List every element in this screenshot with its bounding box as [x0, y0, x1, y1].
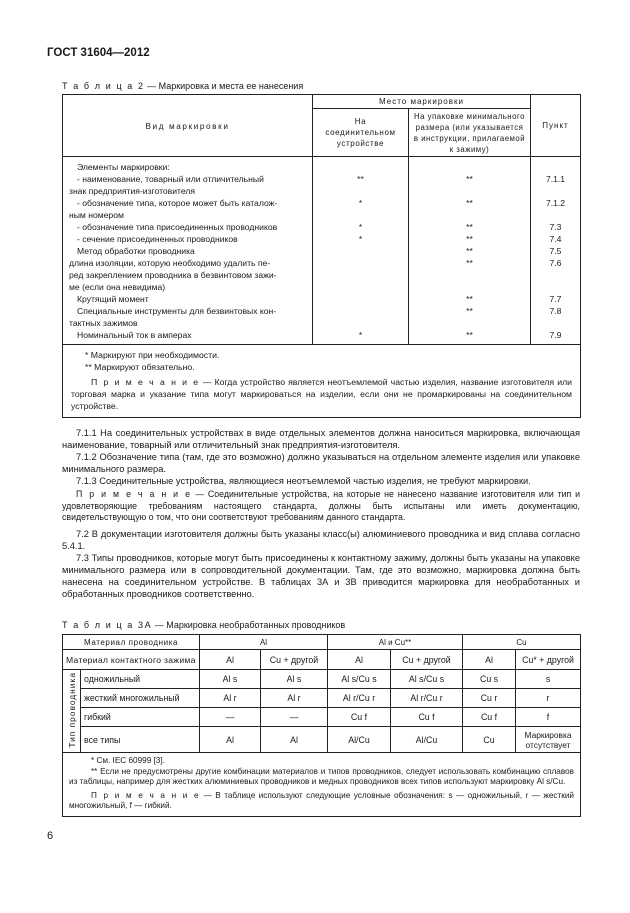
table3a-cell: Cu r: [463, 689, 516, 708]
paragraph-7-3: 7.3 Типы проводников, которые могут быть присоединены к контактному зажиму, должны быть указаны на упаковке минимального размера или в сопроводительной документации. Там, где это возможно, маркировка должна быть нанесена на соединительном устройстве. В таблицах 3А и 3В приводится маркировка для необработанных и обработанных проводников соответственно.: [62, 552, 580, 599]
table3a-cell: s: [516, 670, 581, 689]
table3a-cell: f: [516, 708, 581, 727]
table2-clause-value: 7.6: [549, 258, 562, 268]
table3a-cell: Al r/Cu r: [391, 689, 463, 708]
table2-pack-mark: **: [466, 174, 473, 184]
table2-pack-mark: [409, 209, 530, 221]
table2-kind-line: - наименование, товарный или отличительный: [77, 174, 264, 184]
table3a-cell: Al s: [200, 670, 261, 689]
table2-pack-mark: **: [466, 198, 473, 208]
table2-device-mark: [313, 281, 408, 293]
table2-clause-value: 7.7: [549, 294, 562, 304]
table2-clause-value: 7.8: [549, 306, 562, 316]
table2-device-mark: [313, 257, 408, 269]
table2-kind-line: Специальные инструменты для безвинтовых кон-: [77, 306, 277, 316]
paragraph-7-1-1: 7.1.1 На соединительных устройствах в виде отдельных элементов должна наноситься маркировка, включающая наименование, товарный или отличительный знак предприятия-изготовителя.: [62, 428, 580, 450]
table3a-clamp-cell: Al: [328, 650, 391, 670]
table2-col-clause: Пункт: [531, 95, 581, 157]
table3a: [62, 634, 581, 817]
table3a-clamp-cell: Cu + другой: [391, 650, 463, 670]
table2-kind-line: Номинальный ток в амперах: [77, 330, 192, 340]
table2-device-mark: [313, 305, 408, 317]
table2-col-kind: Вид маркировки: [145, 121, 230, 131]
table3a-cell: r: [516, 689, 581, 708]
table2-device-mark: [313, 317, 408, 329]
table2-device-mark: *: [358, 198, 363, 208]
table2-col-place: Место маркировки: [313, 95, 531, 109]
table3a-group-alcu: Al и Cu**: [328, 635, 463, 650]
table2-pack-mark: [409, 269, 530, 281]
table3a-cell: Cu s: [463, 670, 516, 689]
table2-pack-mark: [409, 161, 530, 173]
table2-clause-value: 7.9: [549, 330, 562, 340]
table2-pack-mark: **: [466, 258, 473, 268]
table2-clause-value: [531, 281, 580, 293]
table3a-caption-prefix: Т а б л и ц а 3А: [62, 620, 153, 630]
table2-clause-value: [531, 269, 580, 281]
table2-clause-value: 7.4: [549, 234, 562, 244]
table2-device-mark: [313, 161, 408, 173]
table2-pack-mark: **: [466, 294, 473, 304]
table2-kind-cell: [63, 157, 313, 345]
table2-pack-mark: **: [466, 306, 473, 316]
table2-kind-line: Элементы маркировки:: [77, 162, 170, 172]
table2-kind-line: ным номером: [69, 210, 124, 220]
table3a-cell: Al r: [200, 689, 261, 708]
table2-clause-value: [531, 185, 580, 197]
table3a-caption: [62, 620, 345, 630]
table2-device-cell: [313, 157, 409, 345]
table2-kind-line: Крутящий момент: [77, 294, 149, 304]
table3a-clamp-cell: Cu* + другой: [516, 650, 581, 670]
table2-device-mark: [313, 269, 408, 281]
table2-note-label: П р и м е ч а н и е: [91, 377, 200, 387]
paragraph-7-1-2: 7.1.2 Обозначение типа (там, где это возможно) должно указываться на отдельном элементе изделия или упаковке минимального размера.: [62, 452, 580, 474]
table2-caption: [62, 81, 303, 91]
table2-caption-text: — Маркировка и места ее нанесения: [144, 81, 304, 91]
table2-col-device: На соединительном устройстве: [313, 109, 409, 157]
table2-pack-mark: **: [466, 246, 473, 256]
table3a-side-cell: [63, 670, 81, 753]
table2-kind-line: ме (если она невидима): [69, 282, 166, 292]
table2-device-mark: *: [358, 222, 363, 232]
table2-pack-mark: [409, 185, 530, 197]
paragraph-7-1-3: 7.1.3 Соединительные устройства, являющиеся неотъемлемой частью изделия, не требуют маркировки.: [76, 476, 531, 486]
table2-col-pack: На упаковке минимального размера (или указывается в инструкции, прилагаемой к зажиму): [409, 109, 531, 157]
table2-note-star2: ** Маркируют обязательно.: [85, 362, 195, 372]
table2-caption-prefix: Т а б л и ц а 2: [62, 81, 145, 91]
body-note-text: — Соединительные устройства, на которые не нанесено название изготовителя или тип и удовлетворяющие требованиям настоящего стандарта, должны быть испытаны или иметь документацию, свидетельствующую о том, что они соответствуют требованиям данного стандарта.: [62, 489, 580, 522]
table2-clause-value: 7.1.1: [545, 174, 566, 184]
table2-kind-line: - сечение присоединенных проводников: [77, 234, 238, 244]
document-header: ГОСТ 31604—2012: [47, 47, 150, 59]
table2-kind-line: - обозначение типа присоединенных проводников: [77, 222, 278, 232]
table3a-row-label: гибкий: [81, 708, 200, 727]
table3a-cell: Маркировка отсутствует: [516, 727, 581, 753]
table3a-cell: Al s/Cu s: [328, 670, 391, 689]
table3a-cell: Al: [261, 727, 328, 753]
table3a-caption-text: — Маркировка необработанных проводников: [152, 620, 346, 630]
table2-kind-line: тактных зажимов: [69, 318, 138, 328]
table2-clause-cell: [531, 157, 581, 345]
table2-pack-mark: **: [466, 330, 473, 340]
table2-note-text: — Когда устройство является неотъемлемой частью изделия, название изготовителя или торговая марка и указание типа могут маркироваться на изделии, если они не промаркированы на соединительном устройстве.: [71, 377, 572, 411]
body-note: [62, 489, 580, 524]
table3a-row-material-conductor: Материал проводника: [63, 635, 200, 650]
table2-kind-line: Метод обработки проводника: [77, 246, 195, 256]
table3a-notes: [63, 753, 581, 817]
table2-clause-value: 7.5: [549, 246, 562, 256]
table2-clause-value: 7.3: [549, 222, 562, 232]
table3a-row-label: все типы: [81, 727, 200, 753]
table2-clause-value: 7.1.2: [545, 198, 566, 208]
table2-device-mark: **: [357, 174, 364, 184]
table3a-group-al: Al: [200, 635, 328, 650]
table3a-cell: Cu f: [328, 708, 391, 727]
table3a-cell: —: [261, 708, 328, 727]
table2-device-mark: [313, 293, 408, 305]
table2-kind-line: - обозначение типа, которое может быть каталож-: [77, 198, 278, 208]
table2: [62, 94, 581, 418]
body-note-label: П р и м е ч а н и е: [76, 489, 192, 499]
table2-clause-value: [531, 317, 580, 329]
table2-kind-line: длина изоляции, которую необходимо удалить пе-: [69, 258, 271, 268]
table2-pack-mark: [409, 317, 530, 329]
table2-clause-value: [531, 209, 580, 221]
table3a-cell: Cu f: [463, 708, 516, 727]
table3a-cell: Al r: [261, 689, 328, 708]
table2-pack-mark: **: [466, 222, 473, 232]
table2-clause-value: [531, 161, 580, 173]
table3a-note-text: — В таблице используют следующие условные обозначения: s — одножильный, r — жесткий многожильный, f — гибкий.: [69, 790, 575, 810]
table3a-row-material-clamp: Материал контактного зажима: [63, 650, 200, 670]
table2-kind-line: ред закреплением проводника в безвинтовом зажи-: [69, 270, 277, 280]
body-text: [62, 427, 580, 600]
table2-device-mark: [313, 209, 408, 221]
table3a-row-label: одножильный: [81, 670, 200, 689]
table3a-fn2: ** Если не предусмотрены другие комбинации материалов и типов проводников, следует использовать комбинацию сплавов из таблицы, например для жестких алюминиевых проводников и медных проводников всех типов используют маркировку Al s/Cu.: [69, 766, 575, 786]
table2-note-star1: * Маркируют при необходимости.: [85, 350, 220, 360]
table2-col-kind-cell: [63, 95, 313, 157]
table3a-clamp-cell: Cu + другой: [261, 650, 328, 670]
table3a-fn1: * См. IEC 60999 [3].: [91, 756, 165, 765]
table2-pack-mark: **: [466, 234, 473, 244]
table3a-cell: —: [200, 708, 261, 727]
table2-pack-cell: [409, 157, 531, 345]
table3a-cell: Al r/Cu r: [328, 689, 391, 708]
table2-device-mark: [313, 245, 408, 257]
table2-device-mark: [313, 185, 408, 197]
table2-notes: [63, 345, 581, 418]
table3a-cell: Al s/Cu s: [391, 670, 463, 689]
table3a-clamp-cell: Al: [200, 650, 261, 670]
table2-note: [71, 376, 572, 412]
table3a-cell: Cu: [463, 727, 516, 753]
table3a-cell: Al/Cu: [328, 727, 391, 753]
table3a-cell: Al/Cu: [391, 727, 463, 753]
table3a-note: [69, 791, 574, 812]
table3a-cell: Al s: [261, 670, 328, 689]
table2-kind-line: знак предприятия-изготовителя: [69, 186, 196, 196]
table3a-cell: Cu f: [391, 708, 463, 727]
table3a-note-label: П р и м е ч а н и е: [91, 790, 201, 800]
table2-device-mark: *: [358, 234, 363, 244]
page-number: 6: [47, 830, 54, 842]
table2-pack-mark: [409, 281, 530, 293]
table3a-clamp-cell: Al: [463, 650, 516, 670]
table3a-cell: Al: [200, 727, 261, 753]
paragraph-7-2: 7.2 В документации изготовителя должны быть указаны класс(ы) алюминиевого проводника и вид сплава согласно 5.4.1.: [62, 528, 580, 551]
table3a-group-cu: Cu: [463, 635, 581, 650]
table2-device-mark: *: [358, 330, 363, 340]
table3a-row-label: жесткий многожильный: [81, 689, 200, 708]
table3a-side-label: Тип проводника: [66, 672, 77, 748]
